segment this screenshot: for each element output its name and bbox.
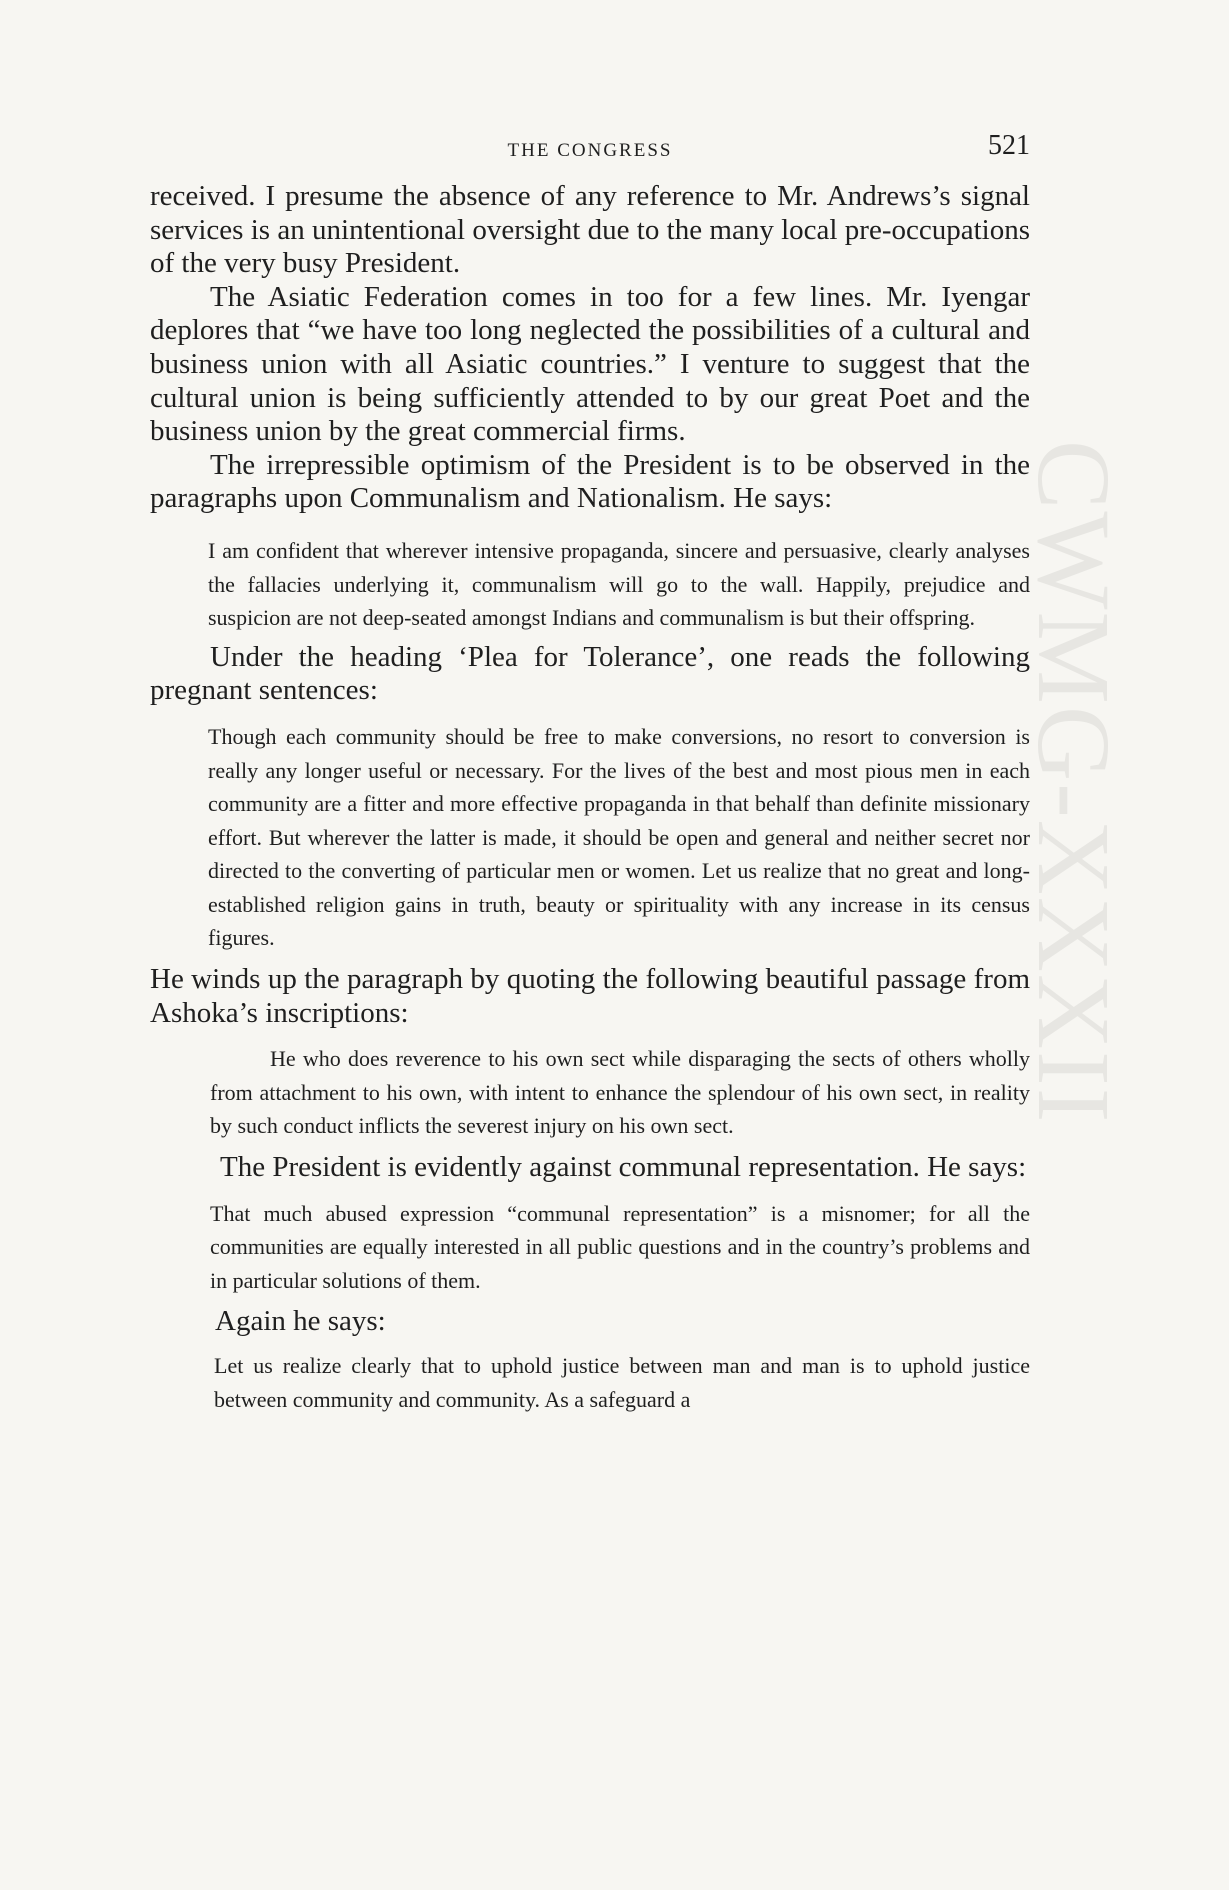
block-quote: He who does reverence to his own sect while disparaging the sects of others wholly from attachment to his own, with intent to enhance the splendour of his own sect, in reality by such conduct inflicts the severest injury on his own sect.	[210, 1046, 1030, 1139]
paragraph: received. I presume the absence of any reference to Mr. Andrews’s signal services is an unintentional oversight due to the many local pre-occupations of the very busy President.	[150, 180, 1030, 280]
watermark: CWMG-XXXII	[1016, 440, 1131, 1125]
paragraph: He winds up the paragraph by quoting the following beautiful passage from Ashoka’s inscriptions:	[150, 963, 1030, 1029]
block-quote: Though each community should be free to make conversions, no resort to conversion is really any longer useful or necessary. For the lives of the best and most pious men in each community are a fitter and more effective propaganda in that behalf than definite missionary effort. But wherever the latter is made, it should be open and general and neither secret nor directed to the converting of particular men or women. Let us realize that no great and long-established religion gains in truth, beauty or spirituality with any increase in its census figures.	[208, 723, 1030, 951]
paragraph: The irrepressible optimism of the President is to be observed in the paragraphs upon Communalism and Nationalism. He says:	[150, 448, 1030, 515]
paragraph: The President is evidently against communal representation. He says:	[220, 1151, 1027, 1184]
page-header	[150, 128, 1030, 168]
body-text	[150, 180, 1030, 1416]
running-head: THE CONGRESS	[507, 140, 673, 161]
paragraph: Again he says:	[215, 1305, 386, 1338]
page-number: 521	[988, 130, 1030, 161]
paragraph: Under the heading ‘Plea for Tolerance’, one reads the following pregnant sentences:	[150, 640, 1030, 707]
block-quote: That much abused expression “communal representation” is a misnomer; for all the communities are equally interested in all public questions and in the country’s problems and in particular solutions of them.	[210, 1200, 1030, 1293]
block-quote: Let us realize clearly that to uphold justice between man and man is to uphold justice between community and community. As a safeguard a	[214, 1353, 1030, 1412]
paragraph: The Asiatic Federation comes in too for a few lines. Mr. Iyengar deplores that “we have too long neglected the possibilities of a cultural and business union with all Asiatic countries.” I venture to suggest that the cultural union is being sufficiently attended to by our great Poet and the business union by the great commercial firms.	[150, 280, 1030, 448]
block-quote: I am confident that wherever intensive propaganda, sincere and persuasive, clearly analyses the fallacies underlying it, communalism will go to the wall. Happily, prejudice and suspicion are not deep-seated amongst Indians and communalism is but their offspring.	[208, 537, 1030, 631]
